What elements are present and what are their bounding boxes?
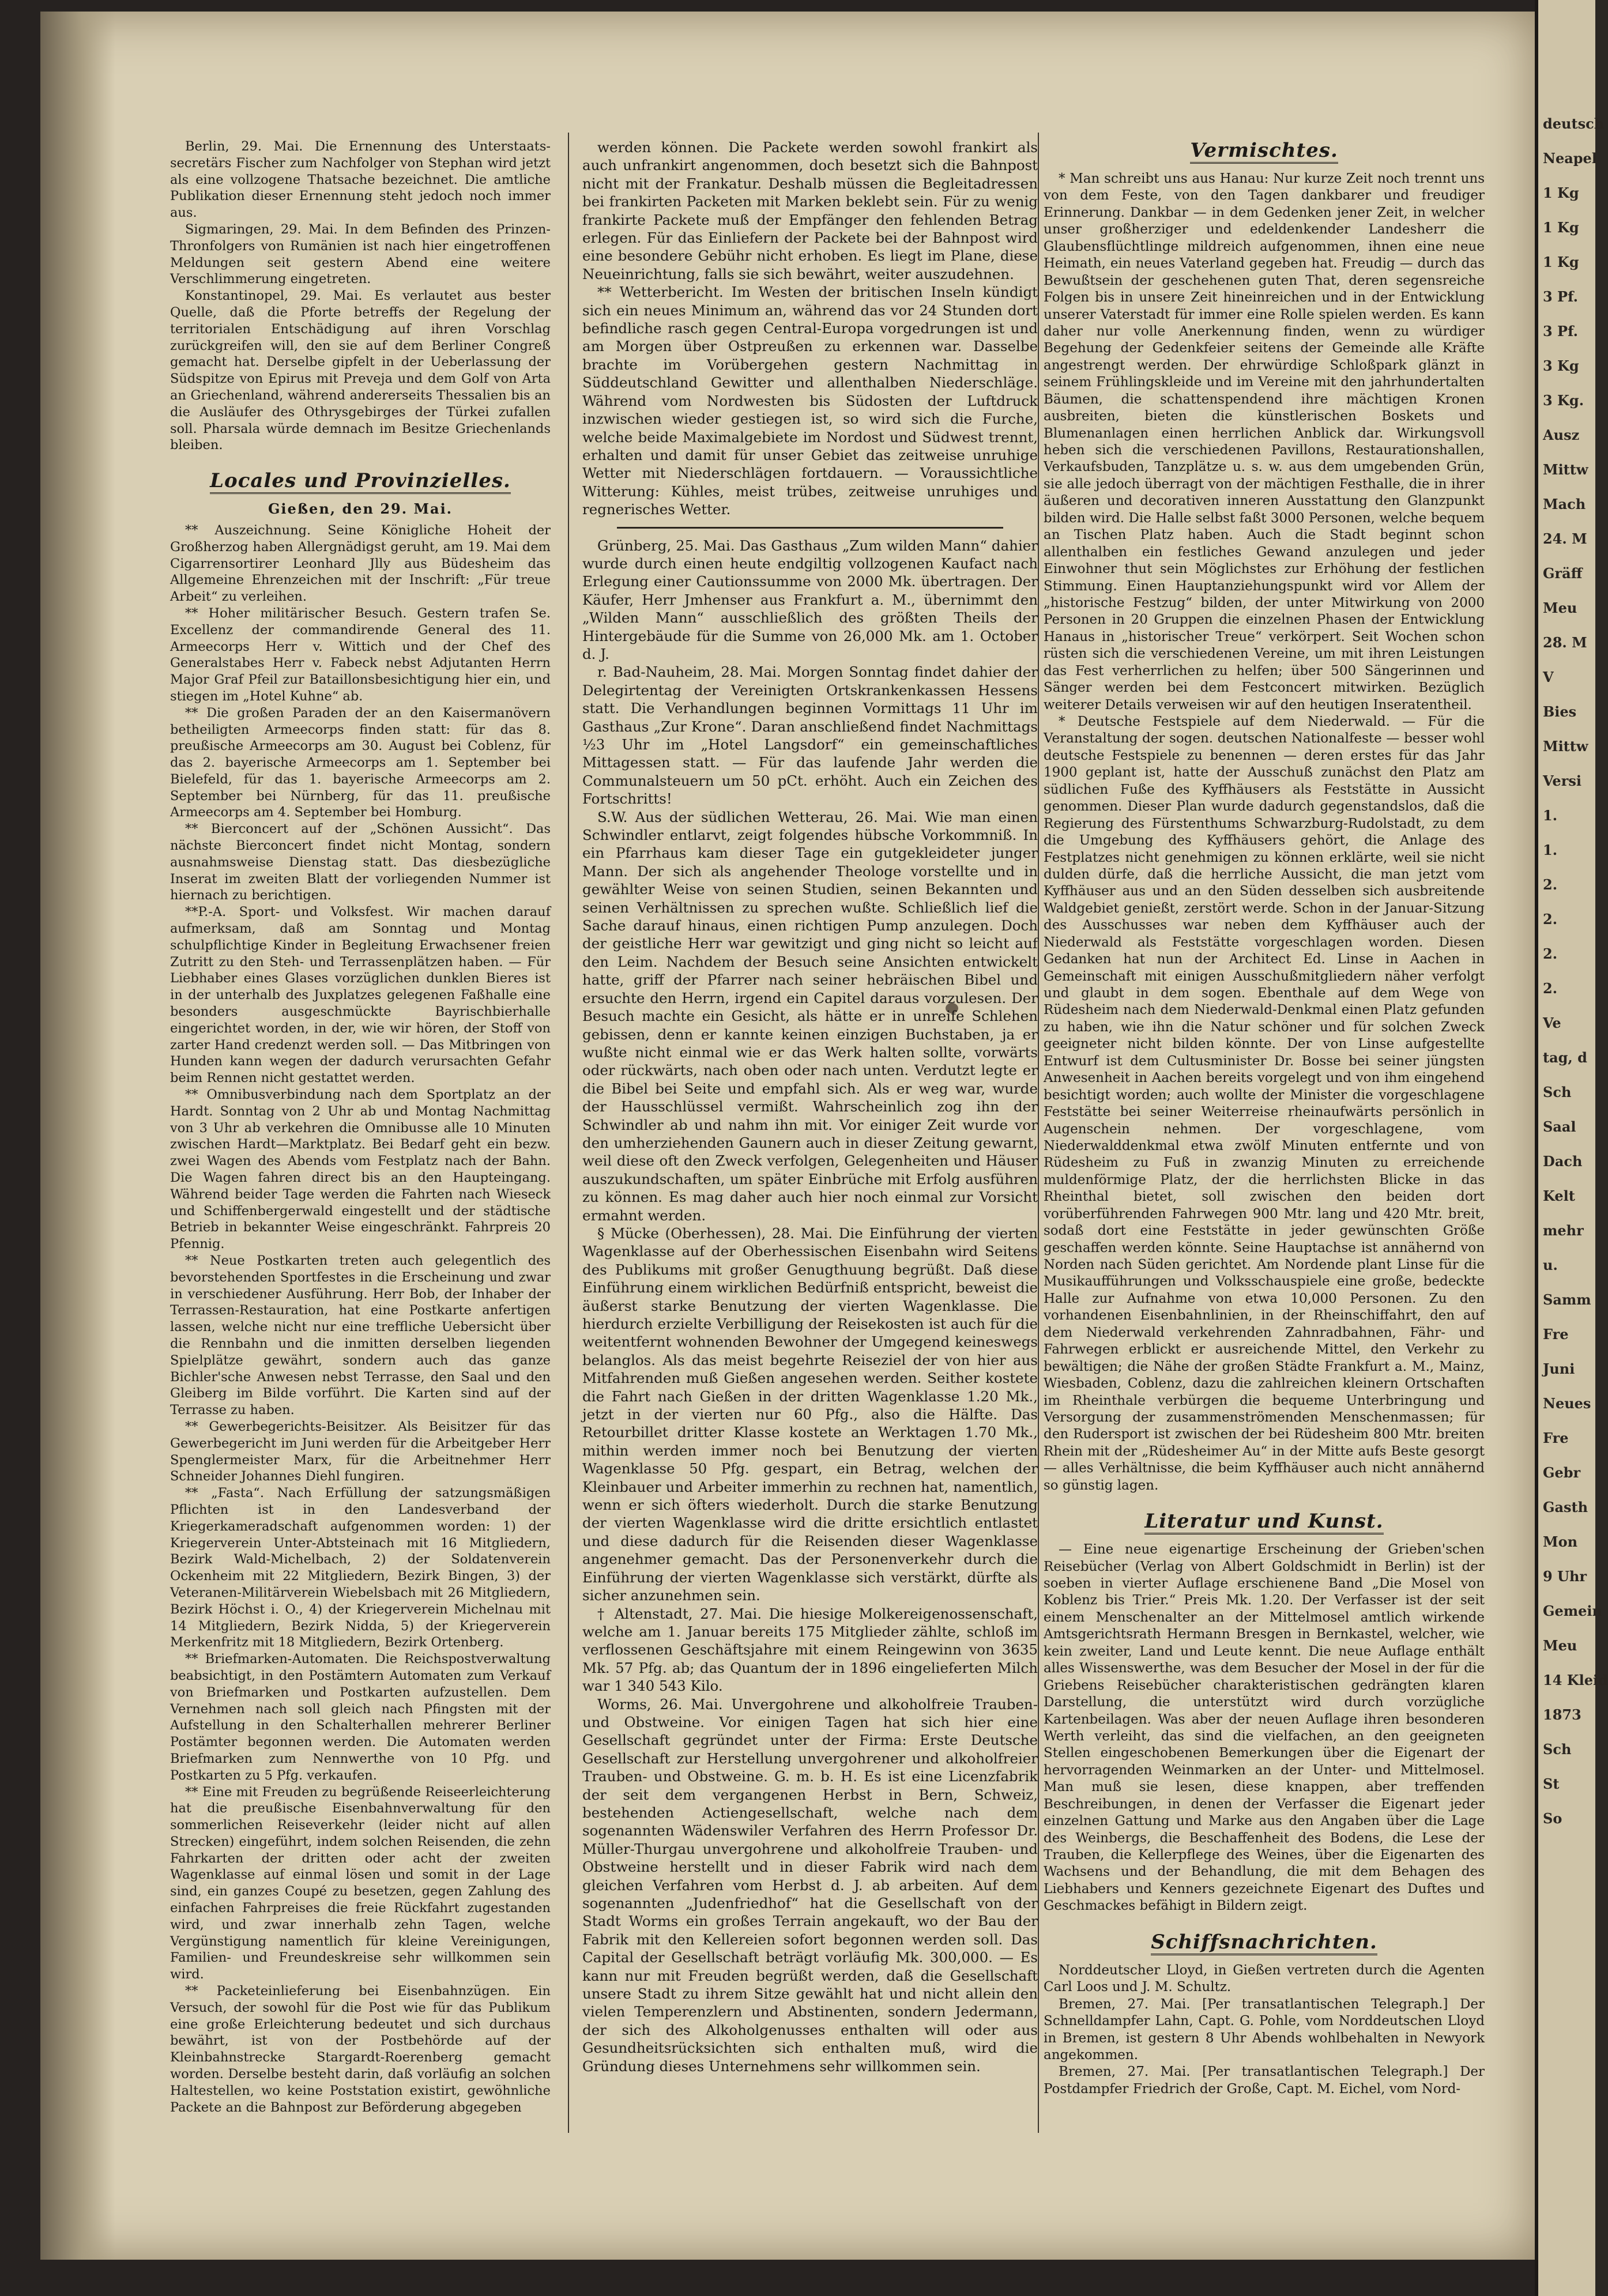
adjacent-page-fragment: Neapel — [1543, 150, 1597, 167]
news-paragraph: Norddeutscher Lloyd, in Gießen vertreten durch die Agenten Carl Loos und J. M. Schultz. — [1044, 1962, 1485, 1995]
adjacent-page-fragment: 28. M — [1543, 634, 1587, 651]
adjacent-page-fragment: mehr — [1543, 1222, 1584, 1239]
adjacent-page-fragment: Samm — [1543, 1291, 1591, 1308]
adjacent-page-fragment: Sch — [1543, 1084, 1572, 1100]
adjacent-page-fragment: tag, d — [1543, 1049, 1587, 1066]
column-2 — [582, 138, 1038, 2075]
adjacent-page-fragment: Saal — [1543, 1118, 1576, 1135]
news-paragraph: ** Hoher militärischer Besuch. Gestern trafen Se. Excellenz der commandirende General des 11. Armeecorps Herr v. Wittich und der Chef des Generalstabes Herr v. Fabeck nebst Adjutanten Herrn Major Graf Pfeil zur Bataillonsbesichtigung hier ein, und stiegen im „Hotel Kuhne“ ab. — [170, 605, 551, 704]
adjacent-page-fragment: Kelt — [1543, 1187, 1575, 1204]
section-heading-schiffsnachrichten: Schiffsnachrichten. — [1044, 1930, 1485, 1954]
adjacent-page-fragment: 3 Kg. — [1543, 392, 1584, 409]
news-paragraph: Berlin, 29. Mai. Die Ernennung des Unterstaats-secretärs Fischer zum Nachfolger von Stephan wird jetzt als eine vollzogene Thatsache bezeichnet. Die amtliche Publikation dieser Ernennung steht jedoch noch immer aus. — [170, 139, 551, 221]
adjacent-page-fragment: Fre — [1543, 1430, 1569, 1446]
news-paragraph: Grünberg, 25. Mai. Das Gasthaus „Zum wilden Mann“ dahier wurde durch einen heute endgiltig vollzogenen Kaufact nach Erlegung einer Cautionssumme von 2000 Mk. übertragen. Der Käufer, Herr Jmhenser aus Frankfurt a. M., übernimmt den „Wilden Mann“ ausschließlich des größten Theils der Hintergebäude für die Summe von 26,000 Mk. am 1. October d. J. — [582, 537, 1038, 662]
adjacent-page-fragment: Fre — [1543, 1326, 1569, 1343]
adjacent-page-fragment: 3 Kg — [1543, 357, 1579, 374]
adjacent-page-fragment: Meu — [1543, 1637, 1577, 1654]
adjacent-page-fragment: 1 Kg — [1543, 254, 1579, 270]
news-paragraph: ** Gewerbegerichts-Beisitzer. Als Beisitzer für das Gewerbegericht im Juni werden für die Arbeitgeber Herr Spenglermeister Marx, für die Arbeitnehmer Herr Schneider Johannes Diehl fungiren. — [170, 1419, 551, 1484]
adjacent-page-fragment: 9 Uhr — [1543, 1568, 1587, 1585]
adjacent-page-fragment: 1 Kg — [1543, 184, 1579, 201]
news-paragraph: S.W. Aus der südlichen Wetterau, 26. Mai. Wie man einen Schwindler entlarvt, zeigt folgendes hübsche Vorkommniß. In ein Pfarrhaus kam dieser Tage ein gutgekleideter junger Mann. Der sich als angehender Theologe vorstellte und in gewählter Weise von seinen Studien, seinen Bekannten und seinen Verhältnissen zu sprechen wußte. Schließlich lief die Sache darauf hinaus, einen richtigen Pump anzulegen. Doch der geistliche Herr war gewitzigt und ging nicht so leicht auf den Leim. Nachdem der Besuch seine Ansichten entwickelt hatte, griff der Pfarrer nach seiner hebräischen Bibel und ersuchte den Herrn, irgend ein Capitel daraus vorzulesen. Der Besuch machte ein Gesicht, als hätte er in unreife Schlehen gebissen, denn er kannte keinen einzigen Buchstaben, ja er wußte nicht einmal wie er das Werk halten sollte, vorwärts oder rückwärts, nach oben oder nach unten. Verdutzt legte er die Bibel bei Seite und empfahl sich. Als er weg war, wurde der Hausschlüssel vermißt. Wahrscheinlich zog ihn der Schwindler ab und nahm ihn mit. Vor einiger Zeit wurde vor den umherziehenden Gaunern auch in dieser Zeitung gewarnt, weil diese oft den Zweck verfolgen, Gelegenheiten und Häuser auszukundschaften, um später Einbrüche mit Erfolg ausführen zu können. Es mag daher auch hier noch einmal zur Vorsicht ermahnt werden. — [582, 808, 1038, 1224]
adjacent-page-fragment: 2. — [1543, 911, 1558, 928]
adjacent-page-fragment: Mittw — [1543, 461, 1588, 478]
adjacent-page-fragment: Mach — [1543, 496, 1586, 512]
adjacent-page-fragment: So — [1543, 1810, 1562, 1827]
adjacent-page-fragment: Ve — [1543, 1015, 1561, 1031]
adjacent-page-fragment: Mittw — [1543, 738, 1588, 755]
page-gutter-shadow — [40, 12, 115, 2260]
news-paragraph: ** Packeteinlieferung bei Eisenbahnzügen. Ein Versuch, der sowohl für die Post wie für das Publikum eine große Erleichterung bedeutet und sich durchaus bewährt, ist von der Postbehörde auf der Kleinbahnstrecke Stargardt-Roerenberg gemacht worden. Derselbe besteht darin, daß vorläufig an solchen Haltestellen, wo keine Poststation existirt, gewöhnliche Packete an die Bahnpost zur Beförderung abgegeben — [170, 1984, 551, 2115]
section-heading-vermischtes: Vermischtes. — [1044, 138, 1485, 163]
adjacent-page-fragment: 1 Kg — [1543, 219, 1579, 236]
adjacent-page-fragment: 14 Kleid — [1543, 1672, 1608, 1688]
news-paragraph: werden können. Die Packete werden sowohl frankirt als auch unfrankirt angenommen, doch besetzt sich die Bahnpost nicht mit der Frankatur. Deshalb müssen die Begleitadressen bei frankirten Packeten mit Marken beklebt sein. Für zu wenig frankirte Packete muß der Empfänger den fehlenden Betrag erlegen. Für das Einliefern der Packete bei der Bahnpost wird eine besondere Gebühr nicht erhoben. Es liegt im Plane, diese Neueinrichtung, falls sie sich bewährt, weiter auszudehnen. — [582, 139, 1038, 282]
adjacent-page-fragment: Meu — [1543, 600, 1577, 616]
news-paragraph: Bremen, 27. Mai. [Per transatlantischen Telegraph.] Der Schnelldampfer Lahn, Capt. G. Pohle, vom Norddeutschen Lloyd in Bremen, ist gestern 8 Uhr Abends wohlbehalten in Newyork angekommen. — [1044, 1996, 1485, 2063]
adjacent-page-fragment: 1. — [1543, 842, 1558, 858]
news-paragraph: ** Die großen Paraden der an den Kaisermanövern betheiligten Armeecorps finden statt: für das 8. preußische Armeecorps am 30. August bei Coblenz, für das 2. bayerische Armeecorps am 1. September bei Bielefeld, für das 1. bayerische Armeecorps am 2. September bei Nürnberg, für das 11. preußische Armeecorps am 4. September bei Homburg. — [170, 705, 551, 820]
adjacent-page-fragment: Gasth — [1543, 1499, 1588, 1515]
adjacent-page-fragment: V — [1543, 669, 1554, 685]
adjacent-page-fragment: 1. — [1543, 807, 1558, 824]
section-heading-literatur: Literatur und Kunst. — [1044, 1509, 1485, 1533]
column-3 — [1044, 138, 1485, 2098]
adjacent-page-fragment: Juni — [1543, 1360, 1575, 1377]
dateline: Gießen, den 29. Mai. — [268, 500, 453, 518]
adjacent-page-fragment: Bies — [1543, 703, 1577, 720]
news-paragraph: Bremen, 27. Mai. [Per transatlantischen Telegraph.] Der Postdampfer Friedrich der Große, Capt. M. Eichel, vom Nord- — [1044, 2064, 1485, 2097]
adjacent-page-fragment: Ausz — [1543, 427, 1580, 443]
adjacent-page-fragment: 3 Pf. — [1543, 288, 1578, 305]
news-paragraph: ** Neue Postkarten treten auch gelegentlich des bevorstehenden Sportfestes in die Erscheinung und zwar in verschiedener Ausführung. Herr Bob, der Inhaber der Terrassen-Restauration, hat eine Postkarte anfertigen lassen, welche nicht nur eine treffliche Uebersicht über die Rennbahn und die inmitten derselben liegenden Spielplätze gewährt, sondern auch das ganze Bichler'sche Anwesen nebst Terrasse, den Saal und den Gleiberg im Bilde vorführt. Die Karten sind auf der Terrasse zu haben. — [170, 1253, 551, 1418]
adjacent-page-fragment: St — [1543, 1775, 1560, 1792]
adjacent-page-fragment: 2. — [1543, 980, 1558, 997]
adjacent-page-fragment: Gebr — [1543, 1464, 1581, 1481]
column-rule-1 — [568, 133, 569, 2133]
news-paragraph: — Eine neue eigenartige Erscheinung der Grieben'schen Reisebücher (Verlag von Albert Goldschmidt in Berlin) ist der soeben in vierter Auflage erschienene Band „Die Mosel von Koblenz bis Trier.“ Preis Mk. 1.20. Der Verfasser ist der seit einem Menschenalter an der Mittelmosel amtlich wirkende Amtsgerichtsrath Hermann Bresgen in Bernkastel, welcher, wie kein zweiter, Land und Leute kennt. Die neue Auflage enthält alles Wissenswerthe, was dem Besucher der Mosel in der für die Griebens Reisebücher charakteristischen gedrängten klaren Darstellung, die unterstützt wird durch vorzügliche Kartenbeilagen. Was aber der neuen Auflage ihren besonderen Werth verleiht, das sind die vielfachen, an den geeigneten Stellen eingeschobenen Bemerkungen über die Eigenart der hervorragenden Weinmarken an der Unter- und Mittelmosel. Man muß sie lesen, diese knappen, aber treffenden Beschreibungen, in denen der Verfasser die Eigenart jeder einzelnen Gattung und Marke aus den Angaben über die Lage des Weinbergs, die Beschaffenheit des Bodens, die Lese der Trauben, die Kellerpflege des Weines, über die Eigenarten des Wachsens und der Behandlung, die mit dem Behagen des Liebhabers und Kenners gezeichnete Eigenart des Duftes und Geschmackes befähigt in Bildern zeigt. — [1044, 1542, 1485, 1914]
adjacent-page-fragment: Gemein — [1543, 1603, 1602, 1619]
adjacent-page-fragment: Neues — [1543, 1395, 1591, 1412]
adjacent-page-fragment: Mon — [1543, 1533, 1578, 1550]
column-rule-2 — [1038, 133, 1039, 2133]
news-paragraph: ** Bierconcert auf der „Schönen Aussicht“. Das nächste Bierconcert findet nicht Montag, sondern ausnahmsweise Dienstag statt. Das diesbezügliche Inserat im zweiten Blatt der vorliegenden Nummer ist hiernach zu berichtigen. — [170, 821, 551, 903]
news-paragraph: **P.-A. Sport- und Volksfest. Wir machen darauf aufmerksam, daß am Sonntag und Montag schulpflichtige Kinder in Begleitung Erwachsener freien Zutritt zu den Steh- und Terrassenplätzen haben. — Für Liebhaber eines Glases vorzüglichen dunklen Bieres ist in der unterhalb des Juxplatzes gelegenen Faßhalle eine besonders ausgeschmückte Bayrischbierhalle eingerichtet worden, in der, wie wir hören, der Stoff von zarter Hand credenzt werden soll. — Das Mitbringen von Hunden kann wegen der dadurch verursachten Gefahr beim Rennen nicht gestattet werden. — [170, 904, 551, 1086]
news-paragraph: ** Auszeichnung. Seine Königliche Hoheit der Großherzog haben Allergnädigst geruht, am 19. Mai dem Cigarrensortirer Leonhard Jlly aus Büdesheim das Allgemeine Ehrenzeichen mit der Inschrift: „Für treue Arbeit“ zu verleihen. — [170, 522, 551, 605]
adjacent-page-fragment: Gräff — [1543, 565, 1583, 582]
adjacent-page-fragment: 2. — [1543, 876, 1558, 893]
news-paragraph: r. Bad-Nauheim, 28. Mai. Morgen Sonntag findet dahier der Delegirtentag der Vereinigten Ortskrankenkassen Hessens statt. Die Verhandlungen beginnen Vormittags 11 Uhr im Gasthaus „Zur Krone“. Daran anschließend findet Nachmittags ½3 Uhr im „Hotel Langsdorf“ ein gemeinschaftliches Mittagessen statt. — Für das laufende Jahr werden die Communalsteuern um 50 pCt. erhöht. Auch ein Zeichen des Fortschritts! — [582, 663, 1038, 808]
news-paragraph: ** Briefmarken-Automaten. Die Reichspostverwaltung beabsichtigt, in den Postämtern Automaten zum Verkauf von Briefmarken und Postkarten aufzustellen. Dem Vernehmen nach soll gleich nach Pfingsten mit der Aufstellung in den Schalterhallen mehrerer Berliner Postämter begonnen werden. Die Automaten werden Briefmarken zum Nennwerthe von 10 Pfg. und Postkarten zu 5 Pfg. verkaufen. — [170, 1652, 551, 1783]
news-paragraph: ** „Fasta“. Nach Erfüllung der satzungsmäßigen Pflichten ist in den Landesverband der Kriegerkameradschaft aufgenommen worden: 1) der Kriegerverein Unter-Abtsteinach mit 16 Mitgliedern, Bezirk Wald-Michelbach, 2) der Soldatenverein Ockenheim mit 22 Mitgliedern, Bezirk Bingen, 3) der Veteranen-Militärverein Wiebelsbach mit 26 Mitgliedern, Bezirk Höchst i. O., 4) der Kriegerverein Michelnau mit 14 Mitgliedern, Bezirk Nidda, 5) der Kriegerverein Merkenfritz mit 18 Mitgliedern, Bezirk Ortenberg. — [170, 1486, 551, 1650]
separator-rule — [617, 527, 1003, 529]
news-paragraph: Konstantinopel, 29. Mai. Es verlautet aus bester Quelle, daß die Pforte betreffs der Regelung der territorialen Entschädigung auf ihren Vorschlag zurückgreifen will, den sie auf dem Berliner Congreß gemacht hat. Derselbe gipfelt in der Ueberlassung der Südspitze von Epirus mit Preveja und dem Golf von Arta an Griechenland, während andererseits Thessalien bis an die Ausläufer des Othrysgebirges der Türkei zufallen soll. Pharsala würde demnach im Besitze Griechenlands bleiben. — [170, 288, 551, 453]
adjacent-page-fragment: 2. — [1543, 945, 1558, 962]
news-paragraph: Worms, 26. Mai. Unvergohrene und alkoholfreie Trauben- und Obstweine. Vor einigen Tagen hat sich hier eine Gesellschaft gegründet unter der Firma: Erste Deutsche Gesellschaft zur Herstellung unvergohrener und alkoholfreier Trauben- und Obstweine. G. m. b. H. Es ist eine Licenzfabrik der seit dem vergangenen Herbst in Bern, Schweiz, bestehenden Actiengesellschaft, welche nach dem sogenannten Wädenswiler Verfahren des Herrn Professor Dr. Müller-Thurgau unvergohrene und alkoholfreie Trauben- und Obstweine herstellt und in dieser Fabrik wird nach dem gleichen Verfahren vom Herbst d. J. ab arbeiten. Auf dem sogenannten „Judenfriedhof“ hat die Gesellschaft von der Stadt Worms ein großes Terrain angekauft, wo der Bau der Fabrik mit den Kellereien sofort begonnen werden soll. Das Capital der Gesellschaft beträgt vorläufig Mk. 300,000. — Es kann nur mit Freuden begrüßt werden, daß die Gesellschaft unsere Stadt zu ihrem Sitze gewählt hat und nicht allein den vielen Temperenzlern und Abstinenten, sondern Jedermann, der sich des Alkoholgenusses enthalten will oder aus Gesundheitsrücksichten sich enthalten muß, wird die Gründung dieses Unternehmens sehr willkommen sein. — [582, 1695, 1038, 2075]
adjacent-page-fragment: 24. M — [1543, 530, 1587, 547]
adjacent-page-fragment: Versi — [1543, 772, 1581, 789]
adjacent-page-fragment: Sch — [1543, 1741, 1572, 1758]
adjacent-page-fragment: 1873 — [1543, 1706, 1581, 1723]
news-paragraph: † Altenstadt, 27. Mai. Die hiesige Molkereigenossenschaft, welche am 1. Januar bereits 175 Mitglieder zählte, schloß im verflossenen Geschäftsjahre mit einem Reingewinn von 3635 Mk. 57 Pfg. ab; das Quantum der in 1896 eingelieferten Milch war 1 340 543 Kilo. — [582, 1605, 1038, 1695]
news-paragraph: * Man schreibt uns aus Hanau: Nur kurze Zeit noch trennt uns von dem Feste, von den Tagen dankbarer und freudiger Erinnerung. Dankbar — in dem Gedenken jener Zeit, in welcher unser großherziger und edeldenkender Landesherr die Glaubensflüchtlinge mildreich aufgenommen, ihnen eine neue Heimath, ein neues Vaterland gegeben hat. Freudig — durch das Bewußtsein der geschehenen guten That, deren segensreiche Folgen bis in unsere Zeit hineinreichen und in der Entwicklung unserer Vaterstadt für immer eine Rolle spielen werden. Es kann daher nur volle Anerkennung finden, wenn zu würdiger Begehung der Gedenkfeier seitens der Gemeinde alle Kräfte angestrengt werden. Der ehrwürdige Schloßpark glänzt in seinem Frühlingskleide und im Vereine mit den jahrhundertalten Bäumen, die schattenspendend ihre mächtigen Kronen ausbreiten, bieten die künstlerischen Boskets und Blumenanlagen einen herrlichen Anblick dar. Wirkungsvoll heben sich die verschiedenen Pavillons, Restaurationshallen, Verkaufsbuden, Tanzplätze u. s. w. aus dem umgebenden Grün, sie alle jedoch überragt von der mächtigen Festhalle, die in ihrer äußeren und decorativen inneren Ausstattung den Glanzpunkt bilden wird. Die Halle selbst faßt 3000 Personen, welche bequem an Tischen Platz haben. Auch die Stadt beginnt schon allenthalben ein festliches Gewand anzulegen und jeder Einwohner thut sein Möglichstes zur Erhöhung der festlichen Stimmung. Einen Hauptanziehungspunkt wird vor Allem der „historische Festzug“ bilden, der unter Mitwirkung von 2000 Personen in 20 Gruppen die einzelnen Phasen der Entwicklung Hanaus in „historischer Treue“ verkörpert. Seit Wochen schon rüsten sich die verschiedenen Vereine, um mit ihren Leistungen das Fest verherrlichen zu helfen; über 500 Sängerinnen und Sänger werden bei dem Festconcert mitwirken. Bezüglich weiterer Details verweisen wir auf den heutigen Inseratentheil. — [1044, 171, 1485, 712]
adjacent-page-edge — [1535, 0, 1608, 2296]
news-paragraph: ** Omnibusverbindung nach dem Sportplatz an der Hardt. Sonntag von 2 Uhr ab und Montag Nachmittag von 3 Uhr ab verkehren die Omnibusse alle 10 Minuten zwischen Hardt—Marktplatz. Bei Bedarf geht ein bezw. zwei Wagen des Abends vom Festplatz nach der Bahn. Die Wagen fahren direct bis an den Haupteingang. Während beider Tage werden die Fahrten nach Wieseck und Schiffenbergerwald eingestellt und der städtische Betrieb in bekannter Weise eingeschränkt. Fahrpreis 20 Pfennig. — [170, 1087, 551, 1252]
news-paragraph: ** Eine mit Freuden zu begrüßende Reiseerleichterung hat die preußische Eisenbahnverwaltung für den sommerlichen Reiseverkehr (leider nicht auf allen Strecken) eingeführt, indem solchen Reisenden, die zehn Fahrkarten der dritten oder acht der zweiten Wagenklasse auf einmal lösen und somit in der Lage sind, ein ganzes Coupé zu besetzen, gegen Zahlung des einfachen Fahrpreises die freie Rückfahrt zugestanden wird, und zwar innerhalb zehn Tagen, welche Vergünstigung namentlich für kleine Vereinigungen, Familien- und Freundeskreise sehr willkommen sein wird. — [170, 1784, 551, 1982]
section-heading-locales: Locales und Provinzielles. — [170, 469, 551, 493]
adjacent-page-fragment: Dach — [1543, 1153, 1583, 1170]
column-1 — [170, 138, 551, 2116]
adjacent-page-fragment: 3 Pf. — [1543, 323, 1578, 340]
news-paragraph: Sigmaringen, 29. Mai. In dem Befinden des Prinzen-Thronfolgers von Rumänien ist nach hier eingetroffenen Meldungen seit gestern Abend eine weitere Verschlimmerung eingetreten. — [170, 221, 551, 287]
news-paragraph: * Deutsche Festspiele auf dem Niederwald. — Für die Veranstaltung der sogen. deutschen Nationalfeste — besser wohl deutsche Festspiele zu benennen — deren erstes für das Jahr 1900 geplant ist, hatte der Ausschuß zunächst den Platz am südlichen Fuße des Kyffhäusers als Feststätte in Aussicht genommen. Dieser Plan wurde dadurch gegenstandslos, daß die Regierung des Fürstenthums Schwarzburg-Rudolstadt, zu dem die Umgebung des Kyffhäusers gehört, die Anlage des Festplatzes nicht genehmigen zu können erklärte, weil sie nicht dulden dürfe, daß die herrliche Aussicht, die man jetzt vom Kyffhäuser aus und an den Süden desselben sich ausbreitende Waldgebiet genießt, zerstört werde. Schon in der Januar-Sitzung des Ausschusses war neben dem Kyffhäuser auch der Niederwald als Feststätte vorgeschlagen worden. Diesen Gedanken hat nun der Architect Ed. Linse in Aachen in Gemeinschaft mit einigen Ausschußmitgliedern näher verfolgt und glaubt in dem sogen. Ebenthale auf dem Wege von Rüdesheim nach dem Niederwald-Denkmal einen Platz gefunden zu haben, wie ihn die Natur schöner und für solchen Zweck geeigneter nicht bilden könnte. Der von Linse aufgestellte Entwurf ist dem Cultusminister Dr. Bosse bei seiner jüngsten Anwesenheit in Aachen bereits vorgelegt und von ihm eingehend besichtigt worden; auch wollte der Minister die vorgeschlagene Feststätte bei seiner Weiterreise rheinaufwärts persönlich in Augenschein nehmen. Der vorgeschlagene, vom Niederwalddenkmal etwa zwölf Minuten entfernte und von Rüdesheim zu Fuß in zwanzig Minuten zu erreichende muldenförmige Platz, der die herrlichsten Blicke in das Rheinthal bietet, soll zwischen den beiden dort vorüberführenden Fahrwegen 900 Mtr. lang und 420 Mtr. breit, sodaß dort eine Feststätte in jeder gewünschten Größe geschaffen werden könnte. Seine Hauptachse ist annähernd von Norden nach Süden gerichtet. Am Nordende plant Linse für die Musikaufführungen und Volksschauspiele eine große, bedeckte Halle zur Aufnahme von etwa 10,000 Personen. Zu den vorhandenen Eisenbahnlinien, in der Rheinschiffahrt, den auf dem Niederwald verkehrenden Zahnradbahnen, Fähr- und Fahrwegen erblickt er ausreichende Mittel, den Verkehr zu bewältigen; die Nähe der großen Städte Frankfurt a. M., Mainz, Wiesbaden, Coblenz, dazu die zahlreichen kleinern Ortschaften im Rheinthale verbürgen die bequeme Unterbringung und Versorgung der zusammenströmenden Menschenmassen; für den Rudersport ist zwischen der bei Rüdesheim 800 Mtr. breiten Rhein mit der „Rüdesheimer Au“ in der Mitte aufs Beste gesorgt — alles Verhältnisse, die beim Kyffhäuser auch nicht annähernd so günstig lagen. — [1044, 714, 1485, 1493]
adjacent-page-fragment: deutsch — [1543, 115, 1605, 132]
news-paragraph: ** Wetterbericht. Im Westen der britischen Inseln kündigt sich ein neues Minimum an, während das vor 24 Stunden dort befindliche rasch gegen Central-Europa vorgedrungen ist und am Morgen über Ostpreußen zu erkennen war. Dasselbe brachte im Vorübergehen gestern Nachmittag in Süddeutschland Gewitter und allenthalben Niederschläge. Während vom Nordwesten bis Südosten der Luftdruck inzwischen wieder gestiegen ist, so wird sich die Furche, welche beide Maximalgebiete im Nordost und Südwest trennt, erhalten und damit für unser Gebiet das zeitweise unruhige Wetter mit Niederschlägen fortdauern. — Voraussichtliche Witterung: Kühles, meist trübes, zeitweise unruhiges und regnerisches Wetter. — [582, 284, 1038, 518]
adjacent-page-fragment: u. — [1543, 1257, 1558, 1273]
news-paragraph: § Mücke (Oberhessen), 28. Mai. Die Einführung der vierten Wagenklasse auf der Oberhessischen Eisenbahn wird Seitens des Publikums mit großer Genugthuung begrüßt. Daß diese Einführung einem wirklichen Bedürfniß entspricht, beweist die äußerst starke Benutzung der vierten Wagenklasse. Die hierdurch erzielte Verbilligung der Reisekosten ist auch für die weitentfernt wohnenden Bewohner der Umgegend keineswegs belanglos. Als das meist begehrte Reiseziel der von hier aus Mitfahrenden muß Gießen angesehen werden. Seither kostete die Fahrt nach Gießen in der dritten Wagenklasse 1.20 Mk., jetzt in der vierten nur 60 Pfg., also die Hälfte. Das Retourbillet dritter Klasse kostete an Werktagen 1.70 Mk., mithin werden immer noch bei Benutzung der vierten Wagenklasse 50 Pfg. gespart, ein Betrag, welchen der Kleinbauer und Arbeiter immerhin zu rechnen hat, namentlich, wenn er sich öfters wiederholt. Durch die starke Benutzung der vierten Wagenklasse wird die dritte ersichtlich entlastet und diese dadurch für die Reisenden dieser Wagenklasse angenehmer gemacht. Das der Personenverkehr durch die Einführung der vierten Wagenklasse sich verstärkt, dürfte als sicher anzunehmen sein. — [582, 1224, 1038, 1604]
